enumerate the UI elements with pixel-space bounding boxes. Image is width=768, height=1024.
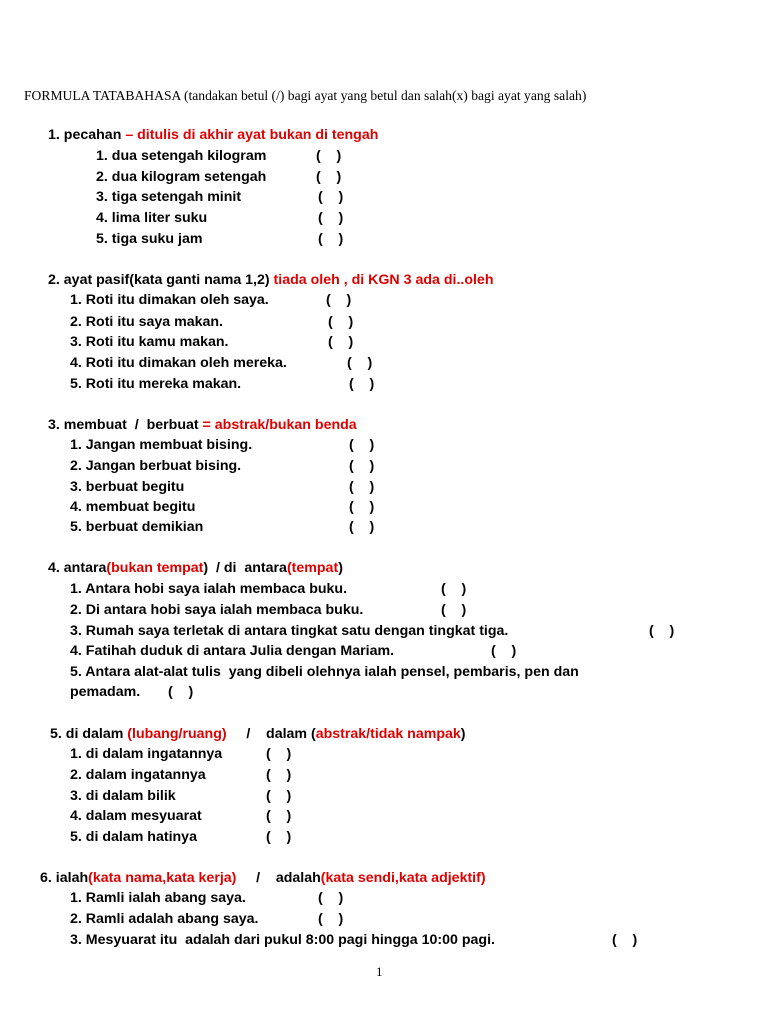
answer-bracket[interactable]: ( ) (316, 169, 342, 185)
item-text: Jangan berbuat bising. (85, 458, 242, 474)
list-item (70, 766, 206, 784)
item-number: 2. (70, 767, 82, 783)
item-number: 5. (70, 519, 82, 535)
list-item (70, 313, 223, 331)
section-topic-alt: ) / di antara (203, 560, 287, 576)
list-item (70, 518, 203, 536)
section-rule: (bukan tempat (106, 560, 204, 576)
item-number: 4. (96, 210, 108, 226)
page-number: 1 (376, 964, 383, 979)
list-item (96, 168, 266, 186)
list-item (70, 663, 579, 681)
section-3-header (48, 416, 357, 434)
item-text: Di antara hobi saya ialah membaca buku. (85, 602, 364, 618)
item-number: 1. (70, 437, 82, 453)
list-item (96, 230, 202, 248)
section-topic: membuat / berbuat (63, 417, 203, 433)
list-item (70, 889, 246, 907)
item-text: tiga suku jam (111, 231, 203, 247)
section-6-header (40, 869, 486, 887)
item-number: 1. (70, 292, 82, 308)
answer-bracket[interactable]: ( ) (328, 334, 354, 350)
section-topic: di dalam (65, 726, 128, 742)
answer-bracket[interactable]: ( ) (491, 643, 517, 659)
answer-bracket[interactable]: ( ) (441, 602, 467, 618)
section-number: 5. (50, 726, 62, 742)
page-heading: FORMULA TATABAHASA (tandakan betul (/) bagi ayat yang betul dan salah(x) bagi ayat yang salah) (24, 88, 587, 103)
list-item (70, 931, 495, 949)
item-number: 3. (70, 623, 82, 639)
section-rule: tiada oleh , di KGN 3 ada di..oleh (273, 272, 494, 288)
answer-bracket[interactable]: ( ) (326, 292, 352, 308)
list-item-continuation (70, 683, 140, 701)
item-text: lima liter suku (111, 210, 208, 226)
answer-bracket[interactable]: ( ) (318, 911, 344, 927)
item-text: tiga setengah minit (111, 189, 242, 205)
answer-bracket[interactable]: ( ) (318, 231, 344, 247)
item-text: Roti itu mereka makan. (85, 376, 242, 392)
item-number: 4. (70, 355, 82, 371)
item-number: 2. (70, 458, 82, 474)
item-text: berbuat demikian (85, 519, 204, 535)
item-text: di dalam hatinya (85, 829, 197, 845)
item-text: membuat begitu (85, 499, 196, 515)
answer-bracket[interactable]: ( ) (266, 746, 292, 762)
item-text: Ramli ialah abang saya. (85, 890, 246, 906)
answer-bracket[interactable]: ( ) (266, 788, 292, 804)
list-item (70, 601, 363, 619)
item-text: dua kilogram setengah (111, 169, 267, 185)
answer-bracket[interactable]: ( ) (349, 458, 375, 474)
section-topic-alt: / dalam ( (226, 726, 316, 742)
list-item (70, 807, 202, 825)
item-number: 1. (96, 148, 108, 164)
section-topic: ialah (55, 870, 89, 886)
item-text: Mesyuarat itu adalah dari pukul 8:00 pagi hingga 10:00 pagi. (85, 932, 495, 948)
item-number: 5. (70, 829, 82, 845)
item-number: 1. (70, 746, 82, 762)
list-item (70, 622, 508, 640)
item-number: 4. (70, 643, 82, 659)
item-number: 3. (70, 932, 82, 948)
item-text: dalam mesyuarat (85, 808, 202, 824)
list-item (70, 333, 229, 351)
item-text: Fatihah duduk di antara Julia dengan Mariam. (85, 643, 395, 659)
section-close: ) (338, 560, 343, 576)
answer-bracket[interactable]: ( ) (266, 767, 292, 783)
section-number: 4. (48, 560, 60, 576)
section-close: ) (460, 726, 466, 742)
answer-bracket[interactable]: ( ) (349, 479, 375, 495)
section-2-header (48, 271, 494, 289)
answer-bracket[interactable]: ( ) (349, 376, 375, 392)
item-text: Roti itu dimakan oleh saya. (85, 292, 269, 308)
section-number: 2. (48, 272, 60, 288)
item-number: 4. (70, 499, 82, 515)
list-item (70, 745, 222, 763)
section-topic: antara (63, 560, 107, 576)
section-rule-alt: (tempat (286, 560, 339, 576)
list-item (70, 580, 347, 598)
answer-bracket[interactable]: ( ) (266, 808, 292, 824)
item-text: Antara hobi saya ialah membaca buku. (85, 581, 348, 597)
item-text: pemadam. (70, 684, 141, 700)
list-item (70, 436, 252, 454)
answer-bracket[interactable]: ( ) (349, 437, 375, 453)
list-item (70, 498, 195, 516)
item-text: Jangan membuat bising. (85, 437, 253, 453)
answer-bracket[interactable]: ( ) (349, 499, 375, 515)
item-text: dalam ingatannya (85, 767, 206, 783)
section-rule: (kata nama,kata kerja) (88, 870, 237, 886)
section-4-header (48, 559, 343, 577)
item-text: di dalam bilik (85, 788, 176, 804)
item-number: 5. (70, 376, 82, 392)
list-item (70, 787, 176, 805)
item-number: 2. (96, 169, 108, 185)
answer-bracket[interactable]: ( ) (649, 623, 675, 639)
list-item (96, 147, 266, 165)
list-item (70, 478, 184, 496)
list-item (96, 188, 241, 206)
item-text: Roti itu dimakan oleh mereka. (85, 355, 287, 371)
item-number: 3. (70, 788, 82, 804)
list-item (70, 291, 269, 309)
answer-bracket[interactable]: ( ) (318, 189, 344, 205)
answer-bracket[interactable]: ( ) (441, 581, 467, 597)
item-number: 3. (70, 479, 82, 495)
section-5-header (50, 725, 466, 743)
item-number: 5. (96, 231, 108, 247)
list-item (70, 642, 394, 660)
item-text: berbuat begitu (85, 479, 185, 495)
item-text: Rumah saya terletak di antara tingkat satu dengan tingkat tiga. (85, 623, 509, 639)
answer-bracket[interactable]: ( ) (316, 148, 342, 164)
section-topic-alt: / adalah (236, 870, 321, 886)
answer-bracket[interactable]: ( ) (612, 932, 638, 948)
item-number: 3. (96, 189, 108, 205)
answer-bracket[interactable]: ( ) (318, 890, 344, 906)
item-number: 2. (70, 314, 82, 330)
section-rule-alt: (kata sendi,kata adjektif) (320, 870, 486, 886)
item-number: 3. (70, 334, 82, 350)
section-rule: – ditulis di akhir ayat bukan di tengah (125, 127, 379, 143)
item-number: 1. (70, 890, 82, 906)
answer-bracket[interactable]: ( ) (168, 684, 194, 700)
item-text: Ramli adalah abang saya. (85, 911, 259, 927)
list-item (70, 375, 241, 393)
answer-bracket[interactable]: ( ) (266, 829, 292, 845)
list-item (70, 354, 287, 372)
item-text: di dalam ingatannya (85, 746, 223, 762)
section-number: 1. (48, 127, 60, 143)
section-rule-alt: abstrak/tidak nampak (315, 726, 461, 742)
section-rule: (lubang/ruang) (127, 726, 227, 742)
section-rule: = abstrak/bukan benda (202, 417, 357, 433)
section-number: 3. (48, 417, 60, 433)
item-text: Roti itu saya makan. (85, 314, 223, 330)
section-number: 6. (40, 870, 52, 886)
section-1-header (48, 126, 378, 144)
item-text: dua setengah kilogram (111, 148, 267, 164)
item-text: Antara alat-alat tulis yang dibeli olehnya ialah pensel, pembaris, pen dan (85, 664, 579, 680)
item-number: 4. (70, 808, 82, 824)
item-number: 1. (70, 581, 82, 597)
section-topic: ayat pasif(kata ganti nama 1,2) (63, 272, 274, 288)
item-number: 2. (70, 911, 82, 927)
item-text: Roti itu kamu makan. (85, 334, 229, 350)
item-number: 5. (70, 664, 82, 680)
list-item (70, 910, 259, 928)
section-topic: pecahan (63, 127, 126, 143)
answer-bracket[interactable]: ( ) (318, 210, 344, 226)
answer-bracket[interactable]: ( ) (347, 355, 373, 371)
item-number: 2. (70, 602, 82, 618)
answer-bracket[interactable]: ( ) (328, 314, 354, 330)
list-item (70, 457, 241, 475)
list-item (96, 209, 207, 227)
list-item (70, 828, 197, 846)
answer-bracket[interactable]: ( ) (349, 519, 375, 535)
